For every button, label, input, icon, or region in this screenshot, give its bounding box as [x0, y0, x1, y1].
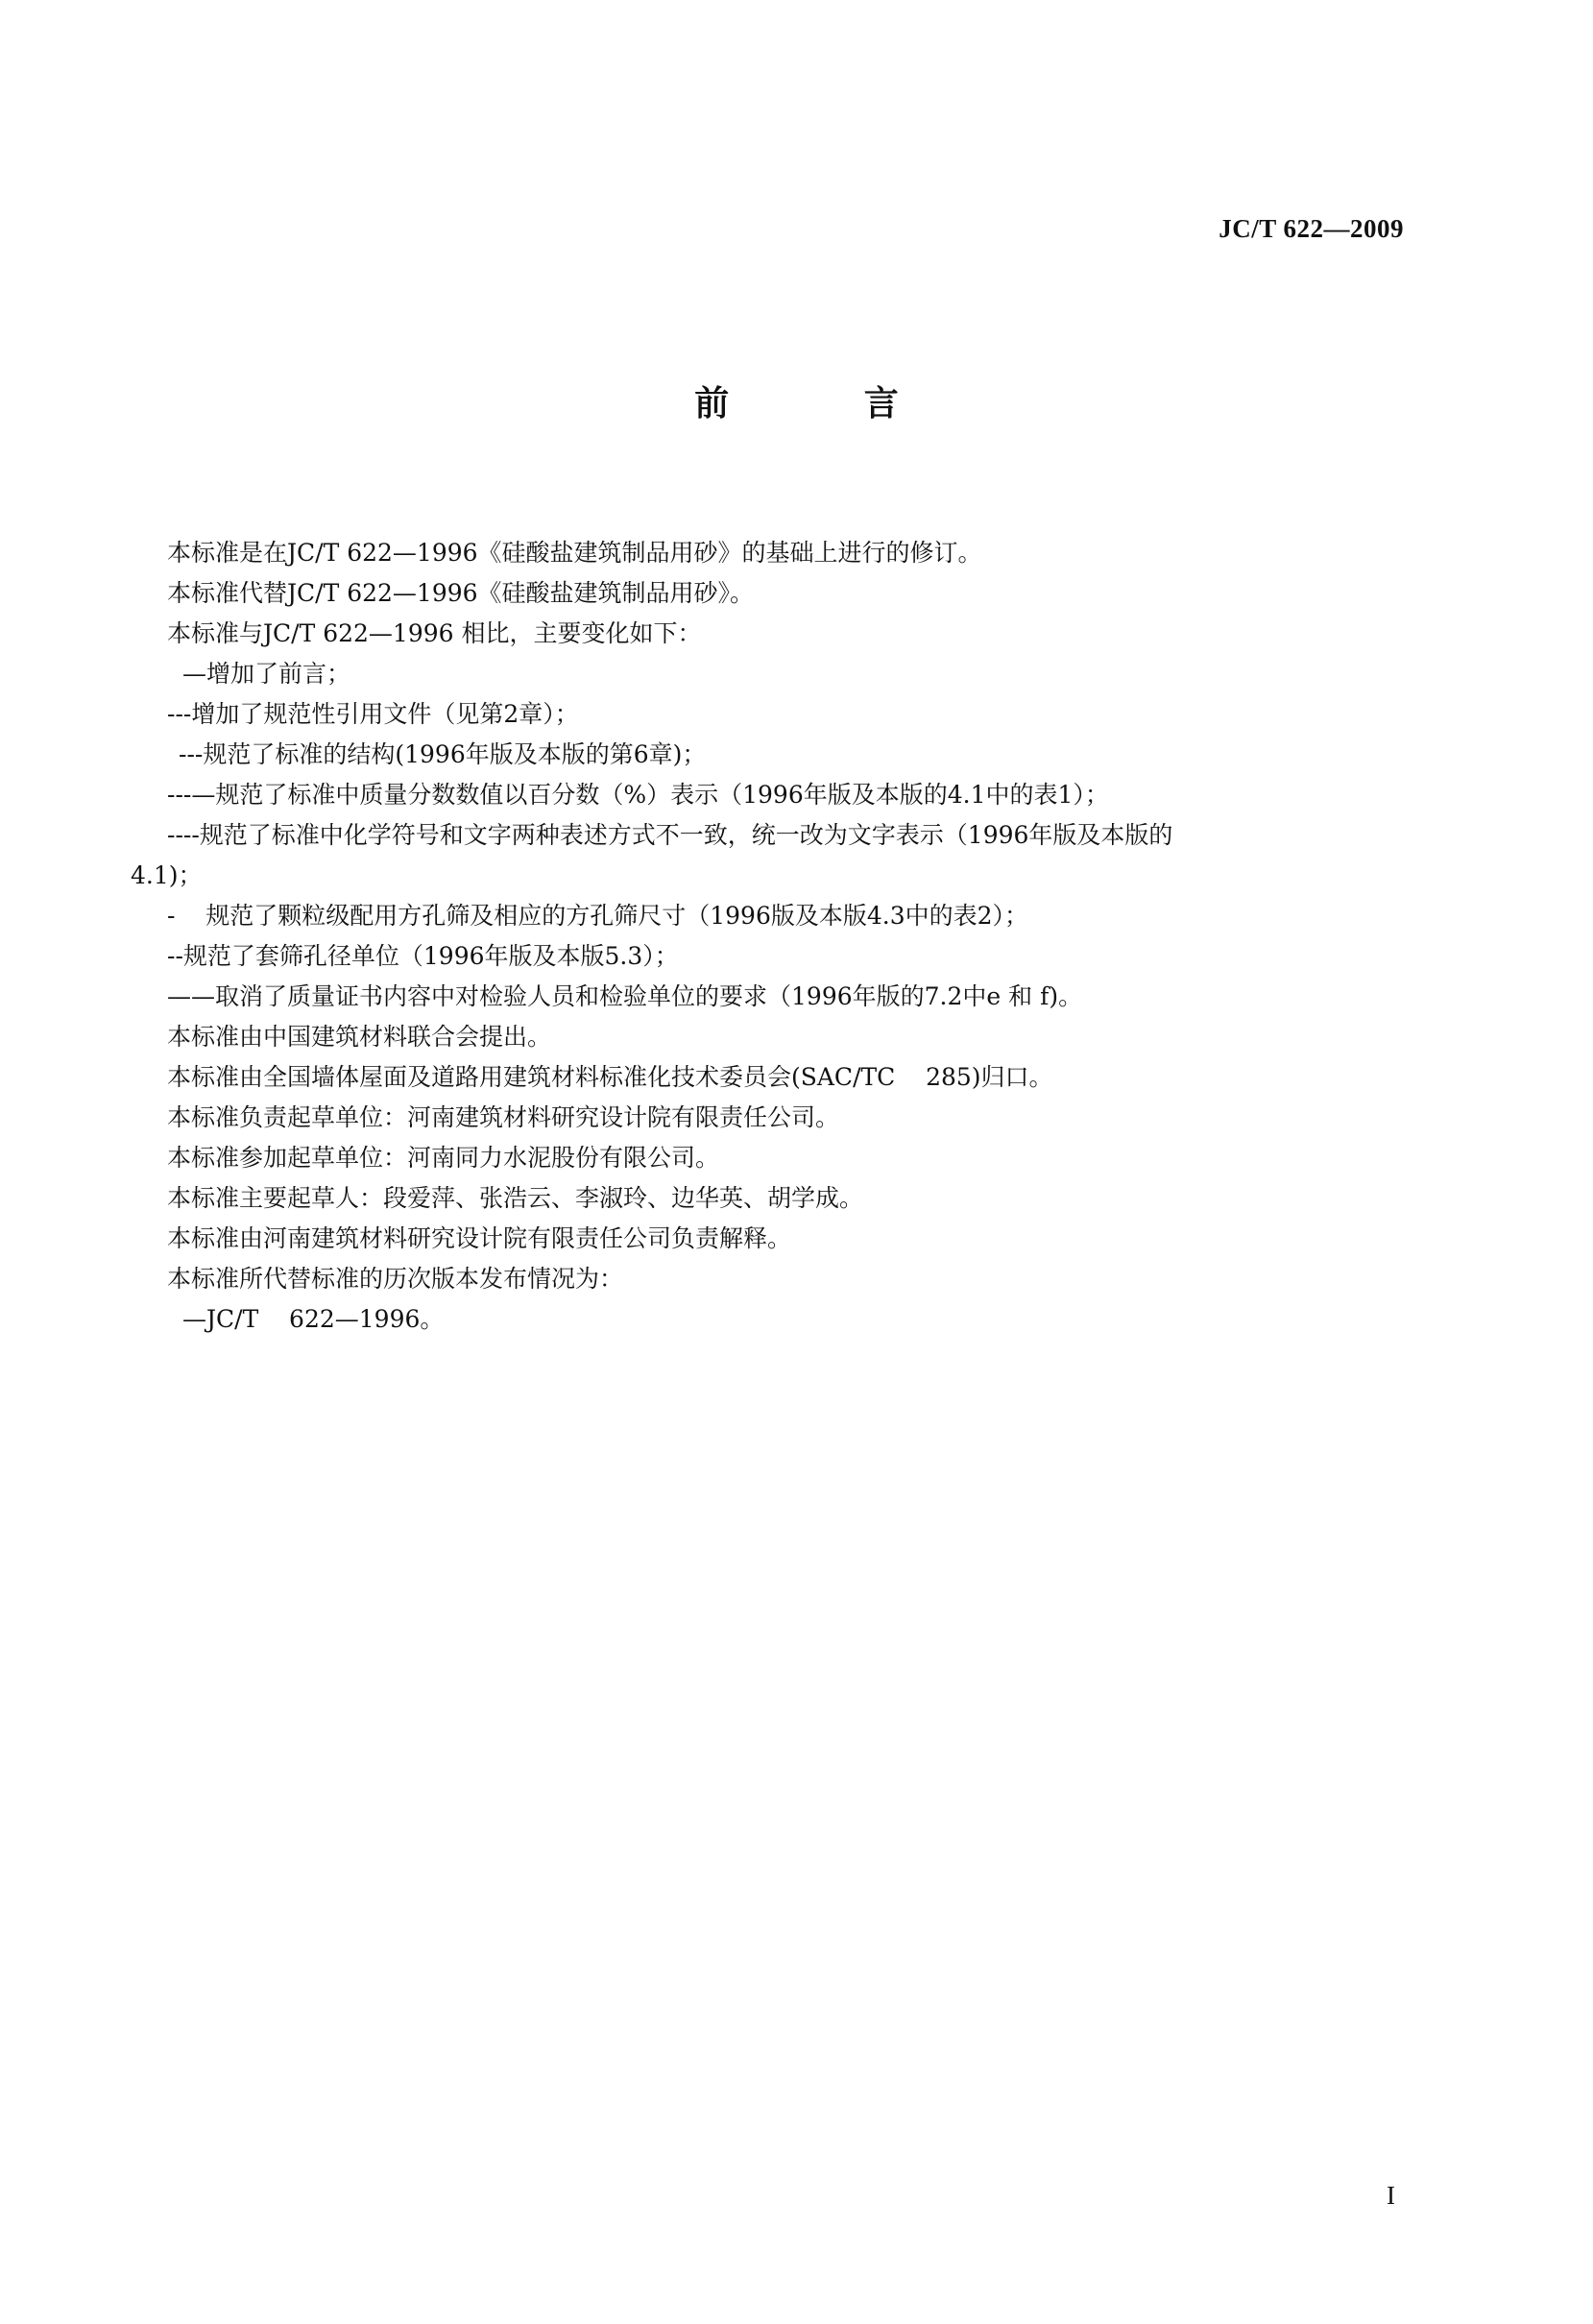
paragraph: 本标准所代替标准的历次版本发布情况为：: [167, 1265, 624, 1293]
paragraph: 本标准代替JC/T 622—1996《硅酸盐建筑制品用砂》。: [167, 579, 755, 607]
paragraph: 本标准负责起草单位：河南建筑材料研究设计院有限责任公司。: [167, 1103, 840, 1131]
change-item: ——取消了质量证书内容中对检验人员和检验单位的要求（1996年版的7.2中e 和 f)。: [167, 982, 1083, 1010]
paragraph: 本标准与JC/T 622—1996 相比，主要变化如下：: [167, 619, 702, 647]
paragraph: 本标准由河南建筑材料研究设计院有限责任公司负责解释。: [167, 1224, 792, 1252]
standard-code: JC/T 622—2009: [1219, 214, 1404, 243]
change-item-continuation: 4.1)；: [131, 861, 203, 889]
change-item: ---—规范了标准中质量分数数值以百分数（%）表示（1996年版及本版的4.1中的表1）；: [167, 781, 1109, 809]
page-number: I: [1387, 2181, 1395, 2210]
change-item: - 规范了颗粒级配用方孔筛及相应的方孔筛尺寸（1996版及本版4.3中的表2）；: [167, 902, 1029, 930]
change-item: --规范了套筛孔径单位（1996年版及本版5.3）；: [167, 942, 679, 970]
page-title: 前 言: [694, 384, 960, 424]
edition-history-item: —JC/T 622—1996。: [182, 1305, 445, 1333]
paragraph: 本标准由全国墙体屋面及道路用建筑材料标准化技术委员会(SAC/TC 285)归口。: [167, 1063, 1053, 1091]
foreword-body: [133, 533, 1410, 1340]
paragraph: 本标准主要起草人：段爱萍、张浩云、李淑玲、边华英、胡学成。: [167, 1184, 864, 1212]
paragraph: 本标准参加起草单位：河南同力水泥股份有限公司。: [167, 1144, 720, 1172]
change-item: —增加了前言；: [182, 660, 351, 688]
change-item: ---规范了标准的结构(1996年版及本版的第6章)；: [179, 740, 707, 768]
paragraph: 本标准由中国建筑材料联合会提出。: [167, 1023, 552, 1051]
paragraph: 本标准是在JC/T 622—1996《硅酸盐建筑制品用砂》的基础上进行的修订。: [167, 539, 982, 567]
change-item: ----规范了标准中化学符号和文字两种表述方式不一致，统一改为文字表示（1996年版及本版的: [167, 821, 1173, 849]
change-item: ---增加了规范性引用文件（见第2章）；: [167, 700, 579, 728]
